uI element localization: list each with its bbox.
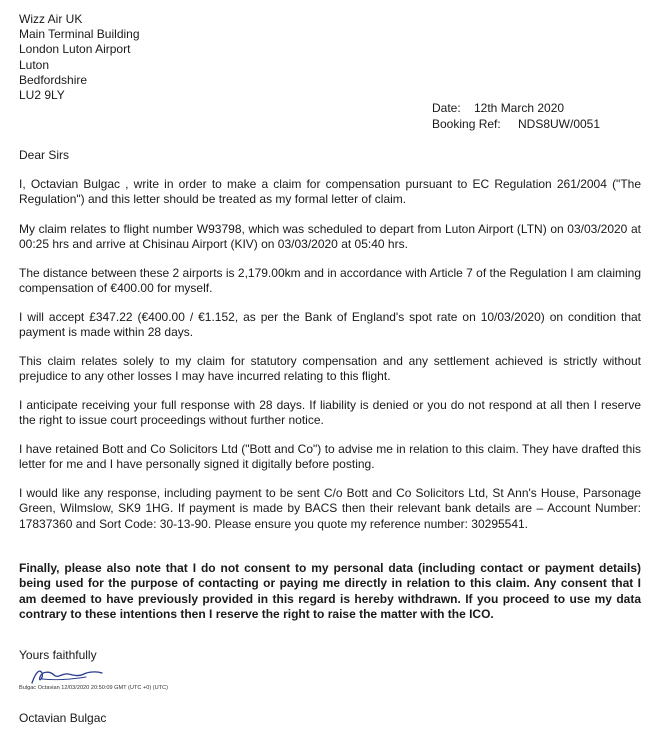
address-line: Wizz Air UK [19, 12, 83, 26]
signature-stamp: Bulgac Octavian 12/03/2020 20:50:09 GMT (UTC +0) (UTC) [19, 685, 168, 691]
booking-ref-value: NDS8UW/0051 [518, 116, 601, 131]
paragraph-bank-details: I would like any response, including payment to be sent C/o Bott and Co Solicitors Ltd, St Ann's House, Parsonage Green, Wilmslow, SK9 1HG. If payment is made by BACS then their relevant bank details are – Account Number: 17837360 and Sort Code: 30-13-90. Please ensure you quote my reference number: 30295541. [19, 486, 641, 531]
paragraph-distance: The distance between these 2 airports is 2,179.00km and in accordance with Article 7 of the Regulation I am claiming compensation of €400.00 for myself. [19, 266, 641, 296]
date-label: Date: [432, 101, 461, 115]
salutation: Dear Sirs [19, 148, 70, 162]
paragraph-solicitors: I have retained Bott and Co Solicitors Ltd ("Bott and Co") to advise me in relation to this claim. They have drafted this letter for me and I have personally signed it digitally before posting. [19, 442, 641, 472]
letter-meta [432, 101, 600, 132]
paragraph-payment-amount: I will accept £347.22 (€400.00 / €1.152, as per the Bank of England's spot rate on 10/03/2020) on condition that payment is made within 28 days. [19, 310, 641, 340]
address-line: Main Terminal Building [19, 27, 140, 42]
address-line: LU2 9LY [19, 88, 65, 103]
closing: Yours faithfully [19, 648, 97, 662]
address-line: London Luton Airport [19, 42, 131, 57]
recipient-address [19, 12, 140, 103]
paragraph-flight-details: My claim relates to flight number W93798, which was scheduled to depart from Luton Airport (LTN) on 03/03/2020 at 00:25 hrs and arrive at Chisinau Airport (KIV) on 03/03/2020 at 05:40 hrs. [19, 222, 641, 252]
paragraph-data-consent: Finally, please also note that I do not consent to my personal data (including contact or payment details) being used for the purpose of contacting or paying me directly in relation to this claim. Any consent that I am deemed to have previously provided in this regard is hereby withdrawn. If you proceed to use my data contrary to these intentions then I reserve the right to raise the matter with the ICO. [19, 561, 641, 622]
date-value: 12th March 2020 [474, 101, 565, 115]
signer-name: Octavian Bulgac [19, 711, 107, 725]
address-line: Bedfordshire [19, 72, 88, 87]
booking-ref-label: Booking Ref: [432, 116, 501, 131]
handwritten-signature [28, 665, 108, 687]
address-line: Luton [19, 57, 50, 72]
paragraph-claim-intro: I, Octavian Bulgac , write in order to make a claim for compensation pursuant to EC Regulation 261/2004 ("The Regulation") and this letter should be treated as my formal letter of claim. [19, 177, 641, 207]
paragraph-response-deadline: I anticipate receiving your full response with 28 days. If liability is denied or you do not respond at all then I reserve the right to issue court proceedings without further notice. [19, 398, 641, 428]
paragraph-statutory: This claim relates solely to my claim for statutory compensation and any settlement achieved is strictly without prejudice to any other losses I may have incurred relating to this flight. [19, 354, 641, 384]
